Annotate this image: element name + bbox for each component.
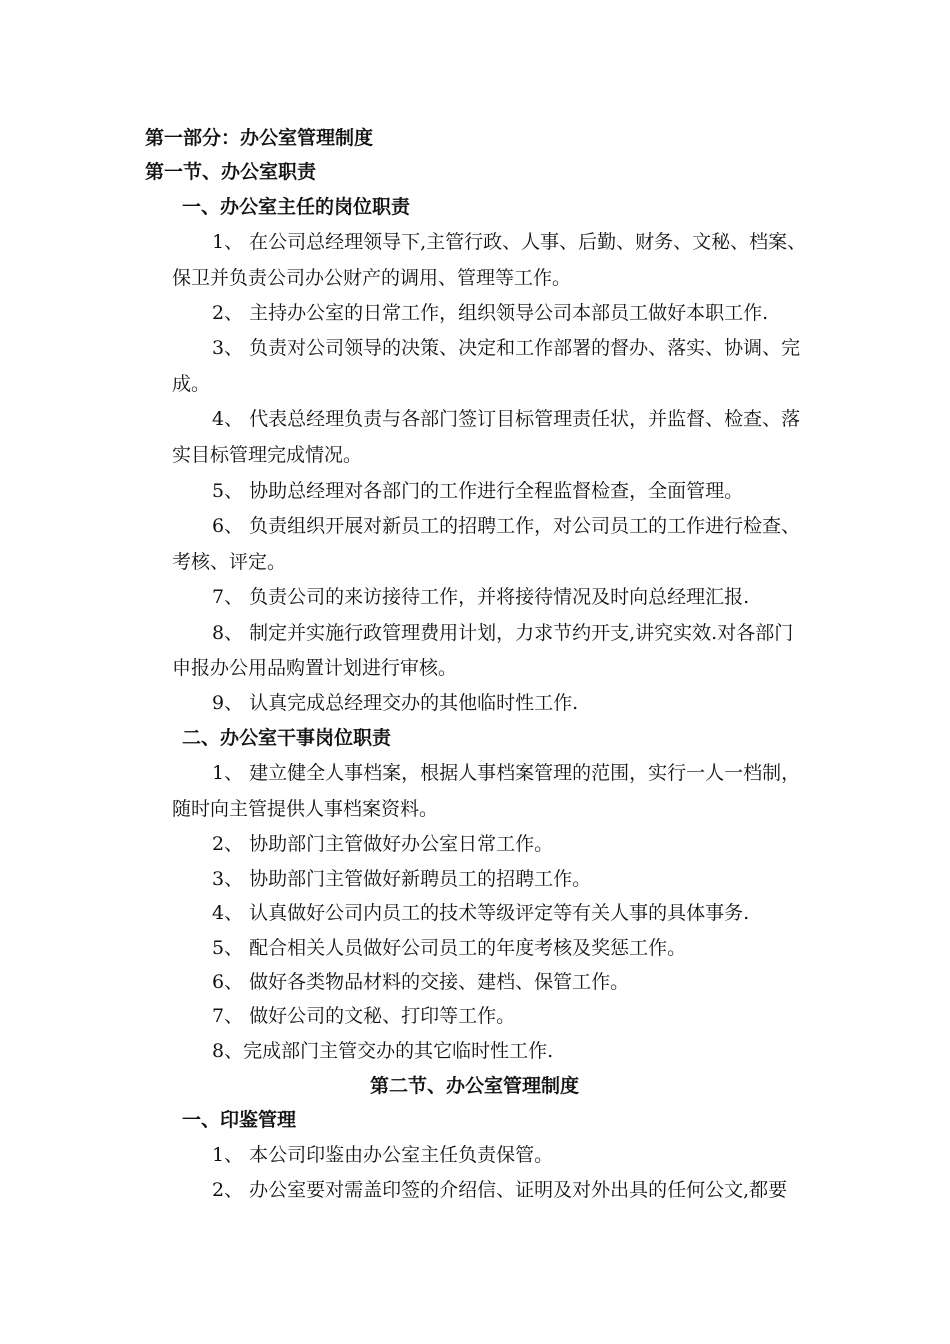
paragraph-line: 1、 建立健全人事档案，根据人事档案管理的范围，实行一人一档制， — [212, 762, 801, 784]
subsection-title: 一、印鉴管理 — [182, 1109, 297, 1131]
paragraph-line: 9、 认真完成总经理交办的其他临时性工作. — [212, 692, 579, 714]
paragraph-line: 随时向主管提供人事档案资料。 — [172, 798, 439, 820]
paragraph-line: 2、 主持办公室的日常工作，组织领导公司本部员工做好本职工作. — [212, 302, 769, 324]
paragraph-line: 2、 协助部门主管做好办公室日常工作。 — [212, 833, 554, 855]
paragraph-line: 1、 在公司总经理领导下,主管行政、人事、后勤、财务、文秘、档案、 — [212, 231, 807, 253]
paragraph-line: 实目标管理完成情况。 — [172, 444, 363, 466]
subsection-title: 一、办公室主任的岗位职责 — [182, 196, 411, 218]
paragraph-line: 6、 负责组织开展对新员工的招聘工作，对公司员工的工作进行检查、 — [212, 515, 801, 537]
paragraph-line: 4、 代表总经理负责与各部门签订目标管理责任状，并监督、检查、落 — [212, 408, 801, 430]
paragraph-line: 考核、评定。 — [172, 551, 287, 573]
paragraph-line: 保卫并负责公司办公财产的调用、管理等工作。 — [172, 267, 572, 289]
paragraph-line: 成。 — [172, 373, 211, 395]
subsection-title: 二、办公室干事岗位职责 — [182, 727, 392, 749]
paragraph-line: 2、 办公室要对需盖印签的介绍信、证明及对外出具的任何公文,都要 — [212, 1179, 788, 1201]
paragraph-line: 1、 本公司印鉴由办公室主任负责保管。 — [212, 1144, 554, 1166]
paragraph-line: 5、 配合相关人员做好公司员工的年度考核及奖惩工作。 — [212, 937, 687, 959]
paragraph-line: 7、 负责公司的来访接待工作，并将接待情况及时向总经理汇报. — [212, 586, 750, 608]
part-title: 第一部分：办公室管理制度 — [145, 127, 374, 149]
paragraph-line: 7、 做好公司的文秘、打印等工作。 — [212, 1005, 516, 1027]
paragraph-line: 4、 认真做好公司内员工的技术等级评定等有关人事的具体事务. — [212, 902, 750, 924]
paragraph-line: 6、 做好各类物品材料的交接、建档、保管工作。 — [212, 971, 630, 993]
paragraph-line: 申报办公用品购置计划进行审核。 — [172, 657, 458, 679]
paragraph-line: 8、完成部门主管交办的其它临时性工作. — [212, 1040, 554, 1062]
section-title: 第二节、办公室管理制度 — [370, 1075, 580, 1097]
paragraph-line: 3、 负责对公司领导的决策、决定和工作部署的督办、落实、协调、完 — [212, 337, 801, 359]
paragraph-line: 3、 协助部门主管做好新聘员工的招聘工作。 — [212, 868, 592, 890]
paragraph-line: 8、 制定并实施行政管理费用计划，力求节约开支,讲究实效.对各部门 — [212, 622, 794, 644]
section-title: 第一节、办公室职责 — [145, 161, 317, 183]
paragraph-line: 5、 协助总经理对各部门的工作进行全程监督检查，全面管理。 — [212, 480, 744, 502]
